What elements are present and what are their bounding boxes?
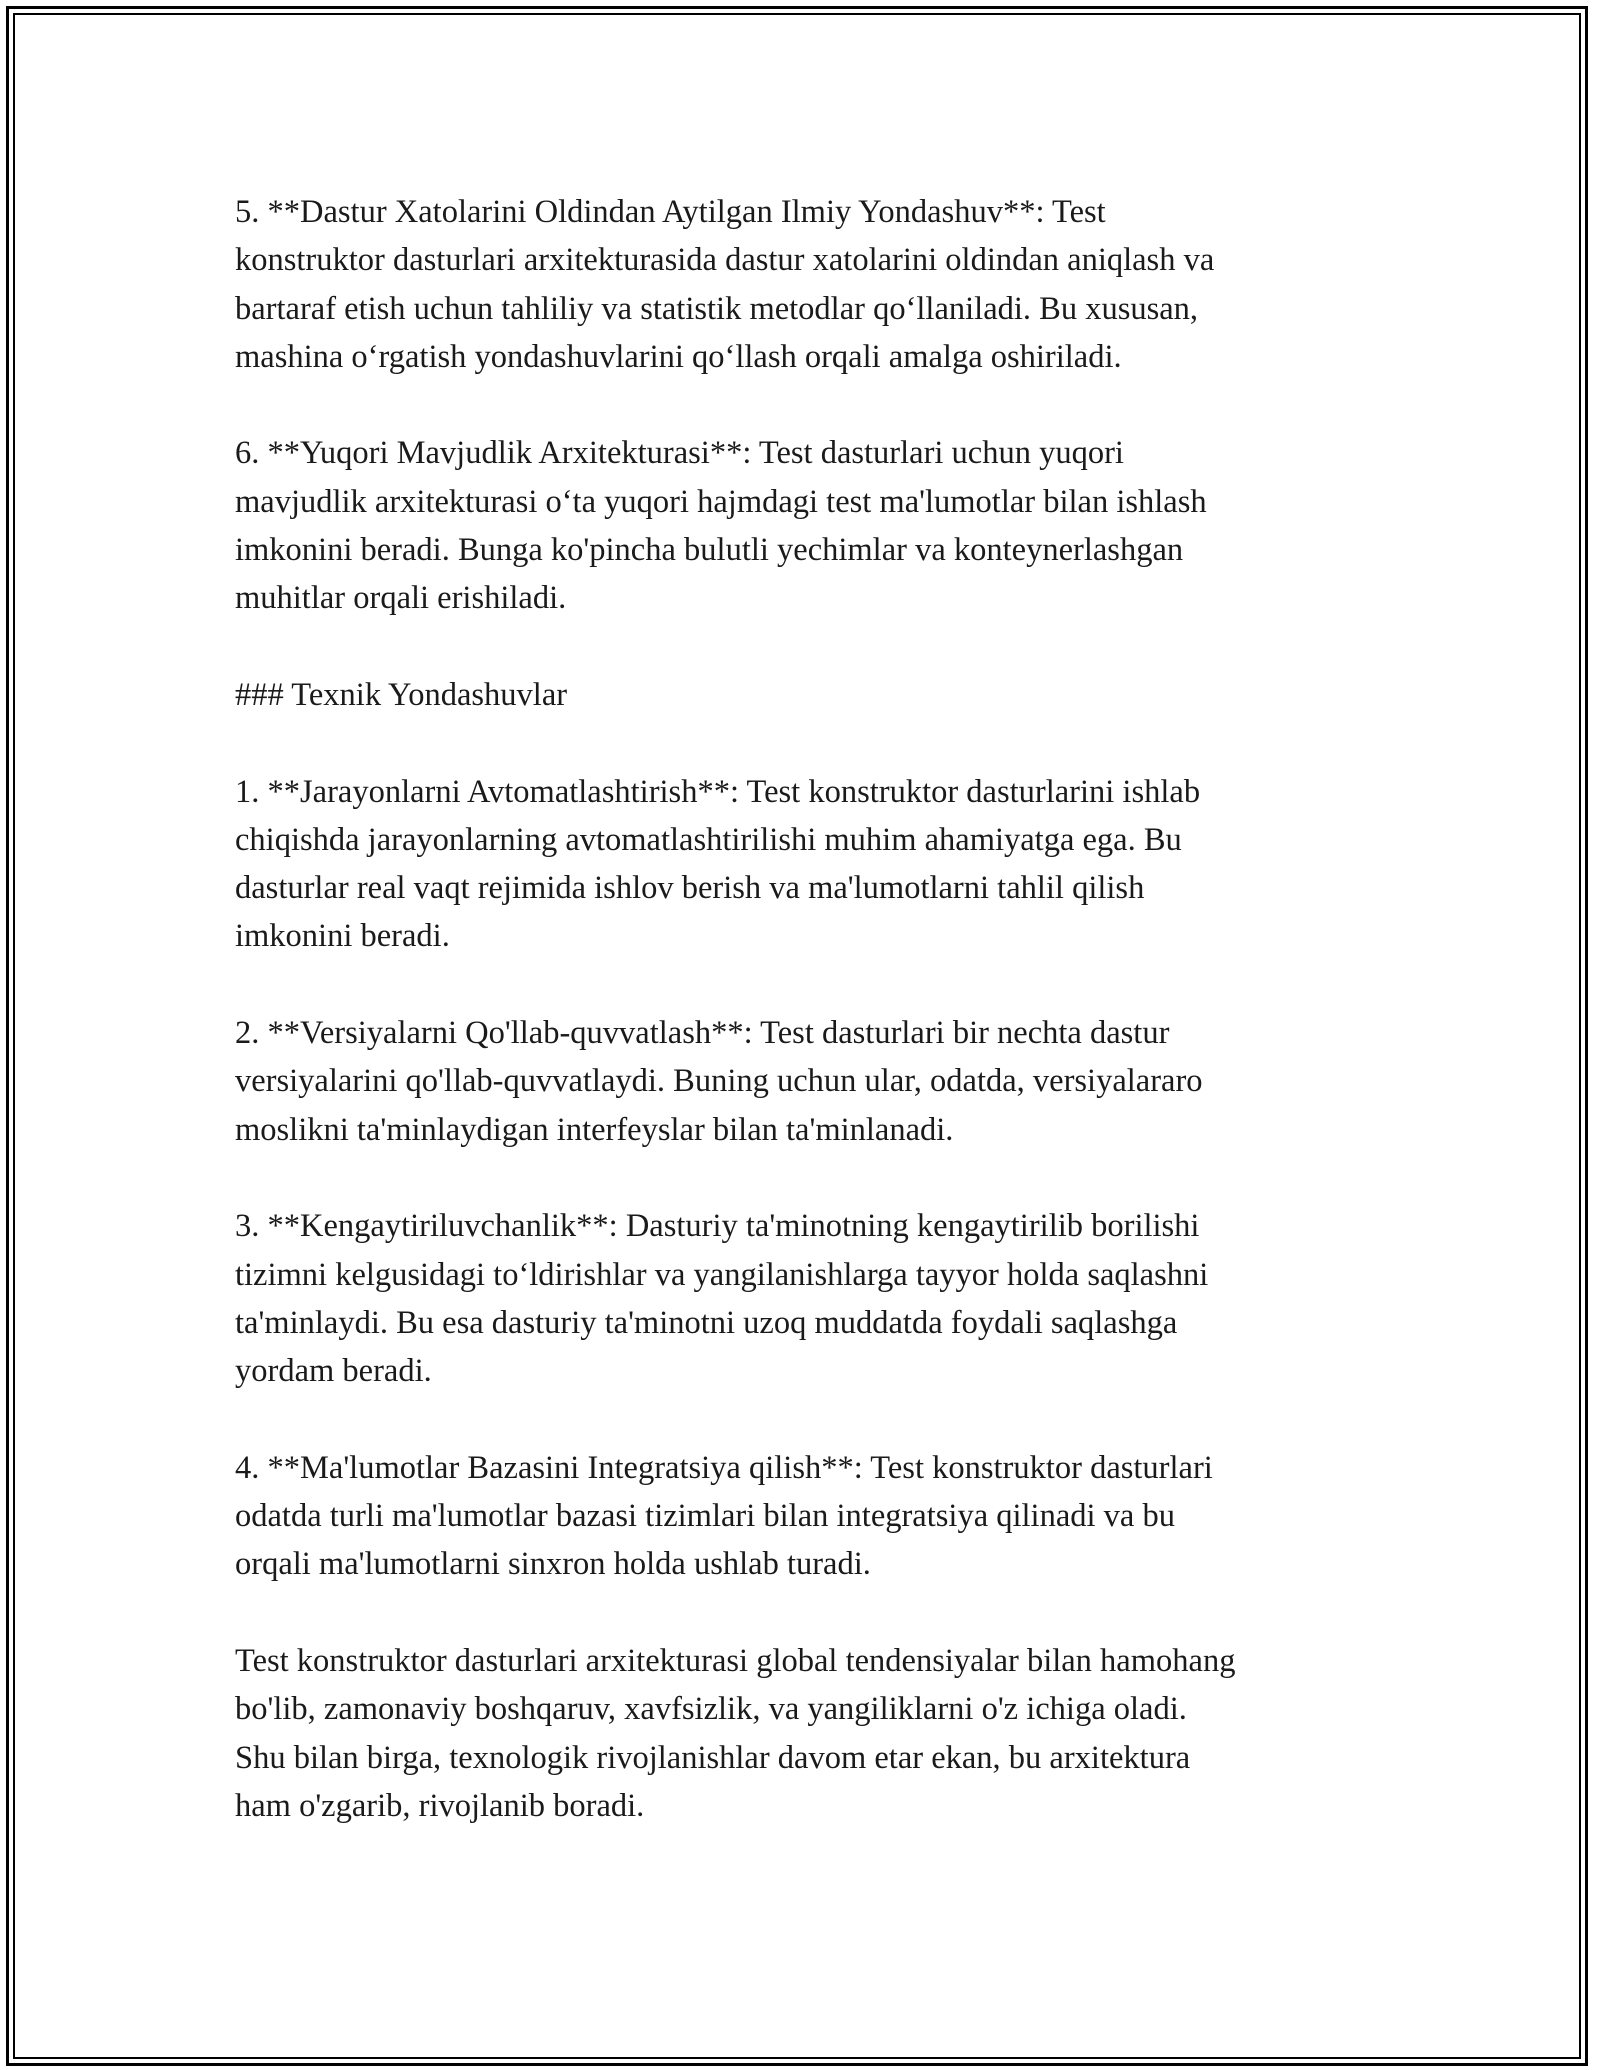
list-item-4-database-integration: 4. **Ma'lumotlar Bazasini Integratsiya qilish**: Test konstruktor dasturlari odatda turli ma'lumotlar bazasi tizimlari bilan integratsiya qilinadi va bu orqali ma'lumotlarni sinxron holda ushlab turadi.: [235, 1449, 1213, 1583]
list-item-5-error-prediction: 5. **Dastur Xatolarini Oldindan Aytilgan Ilmiy Yondashuv**: Test konstruktor dasturlari arxitekturasida dastur xatolarini oldindan aniqlash va bartaraf etish uchun tahliliy va statistik metodlar qo‘llaniladi. Bu xususan, mashina o‘rgatish yondashuvlarini qo‘llash orqali amalga oshiriladi.: [235, 194, 1215, 375]
list-item-6-high-availability: 6. **Yuqori Mavjudlik Arxitekturasi**: Test dasturlari uchun yuqori mavjudlik arxitekturasi o‘ta yuqori hajmdagi test ma'lumotlar bilan ishlash imkonini beradi. Bunga ko'pincha bulutli yechimlar va konteynerlashgan muhitlar orqali erishiladi.: [235, 435, 1207, 617]
document-body: [235, 188, 1385, 1878]
closing-paragraph: Test konstruktor dasturlari arxitekturasi global tendensiyalar bilan hamohang bo'lib, zamonaviy boshqaruv, xavfsizlik, va yangiliklarni o'z ichiga oladi. Shu bilan birga, texnologik rivojlanishlar davom etar ekan, bu arxitektura ham o'zgarib, rivojlanib boradi.: [235, 1642, 1236, 1824]
list-item-2-versioning: 2. **Versiyalarni Qo'llab-quvvatlash**: Test dasturlari bir nechta dastur versiyalarini qo'llab-quvvatlaydi. Buning uchun ular, odatda, versiyalararo moslikni ta'minlaydigan interfeyslar bilan ta'minlanadi.: [235, 1015, 1203, 1148]
list-item-1-automation: 1. **Jarayonlarni Avtomatlashtirish**: Test konstruktor dasturlarini ishlab chiqishda jarayonlarning avtomatlashtirilishi muhim ahamiyatga ega. Bu dasturlar real vaqt rejimida ishlov berish va ma'lumotlarni tahlil qilish imkonini beradi.: [235, 773, 1201, 955]
list-item-3-extensibility: 3. **Kengaytiriluvchanlik**: Dasturiy ta'minotning kengaytirilib borilishi tizimni kelgusidagi to‘ldirishlar va yangilanishlarga tayyor holda saqlashni ta'minlaydi. Bu esa dasturiy ta'minotni uzoq muddatda foydali saqlashga yordam beradi.: [235, 1208, 1209, 1390]
section-heading: ### Texnik Yondashuvlar: [235, 676, 568, 713]
